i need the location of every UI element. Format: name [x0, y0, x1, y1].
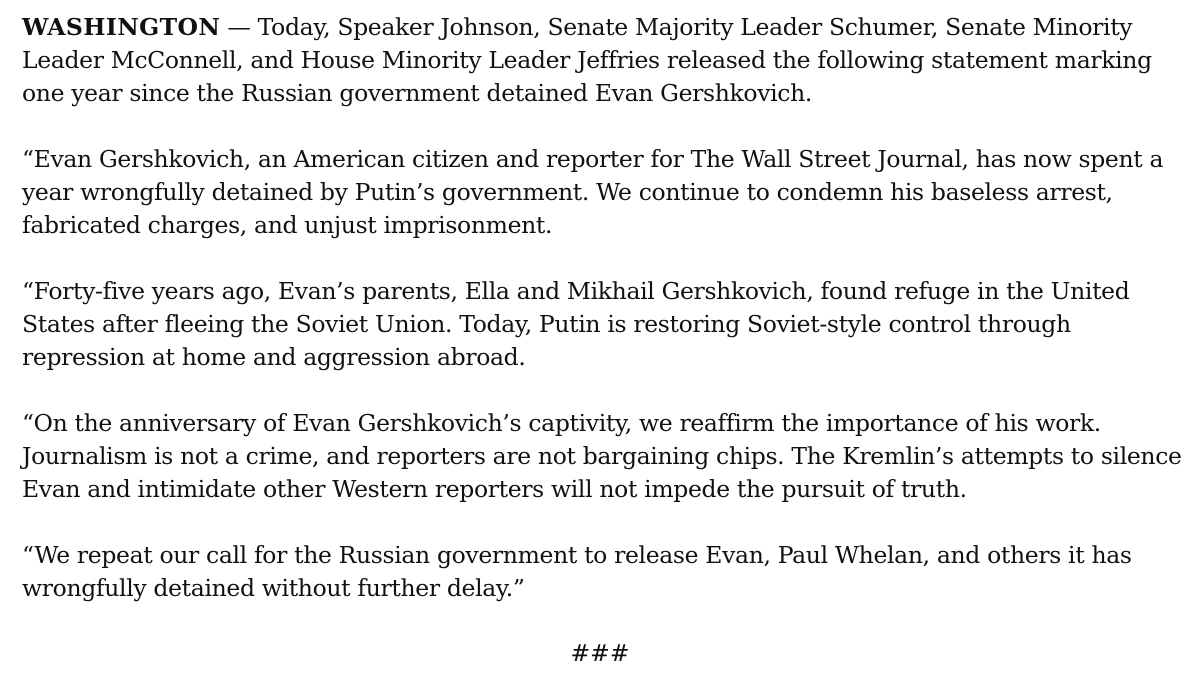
- statement-paragraph-4: “We repeat our call for the Russian government to release Evan, Paul Whelan, and others it has wrongfully detained without further delay.”: [22, 541, 1132, 602]
- statement-paragraph-2: “Forty-five years ago, Evan’s parents, Ella and Mikhail Gershkovich, found refuge in the United States after fleeing the Soviet Union. Today, Putin is restoring Soviet-style control through repression at home and aggression abroad.: [22, 277, 1130, 371]
- lead-text: Today, Speaker Johnson, Senate Majority Leader Schumer, Senate Minority Leader McConnell, and House Minority Leader Jeffries released the following statement marking one year since the Russian government detained Evan Gershkovich.: [22, 13, 1152, 107]
- lead-paragraph: [22, 11, 1182, 110]
- statement-paragraph-1: “Evan Gershkovich, an American citizen and reporter for The Wall Street Journal, has now spent a year wrongfully detained by Putin’s government. We continue to condemn his baseless arrest, fabricated charges, and unjust imprisonment.: [22, 145, 1164, 239]
- end-mark: ###: [570, 639, 630, 667]
- statement-paragraph-3: “On the anniversary of Evan Gershkovich’s captivity, we reaffirm the importance of his work. Journalism is not a crime, and reporters are not bargaining chips. The Kremlin’s attempts to silence Evan and intimidate other Western reporters will not impede the pursuit of truth.: [22, 409, 1182, 503]
- dateline-separator: —: [220, 13, 258, 41]
- dateline: WASHINGTON: [22, 13, 221, 41]
- press-release-body: [22, 11, 1182, 638]
